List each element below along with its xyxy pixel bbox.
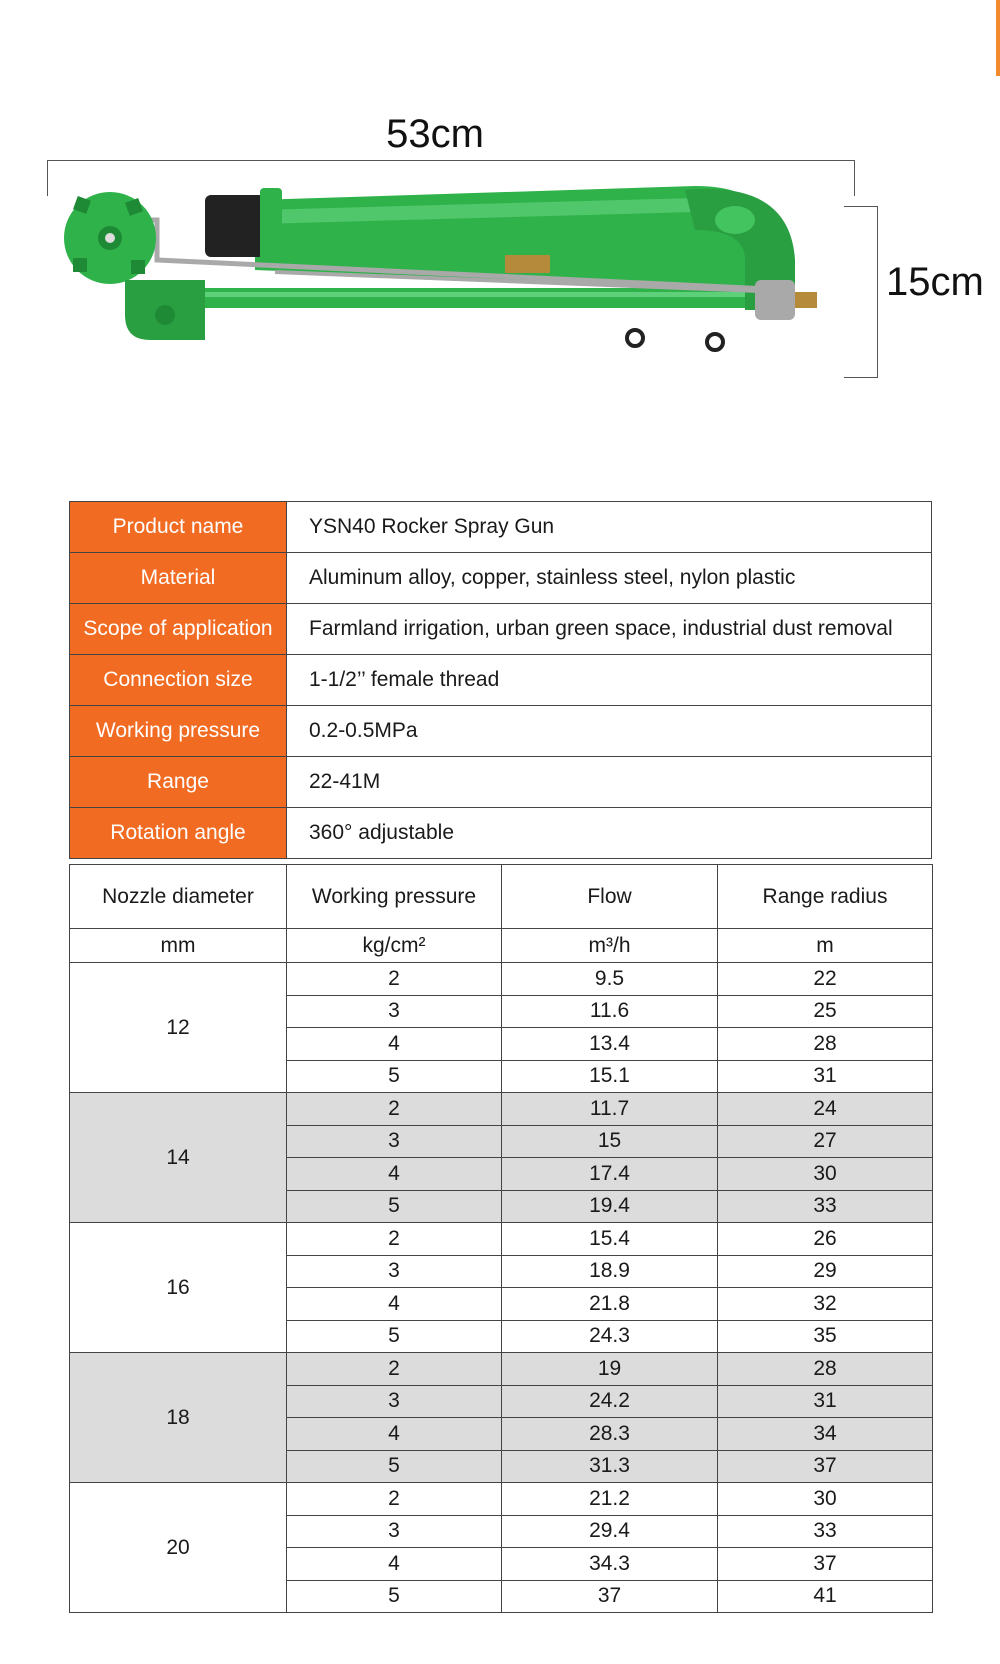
nozzle-diameter-cell: 20 bbox=[70, 1483, 287, 1613]
working-pressure-cell: 5 bbox=[287, 1580, 502, 1613]
flow-cell: 17.4 bbox=[502, 1158, 718, 1191]
height-dimension-label: 15cm bbox=[886, 260, 984, 304]
table-row bbox=[70, 1093, 933, 1126]
spec-row bbox=[70, 553, 932, 604]
working-pressure-cell: 5 bbox=[287, 1060, 502, 1093]
spec-label: Working pressure bbox=[70, 706, 287, 757]
range-radius-cell: 33 bbox=[718, 1515, 933, 1548]
flow-cell: 37 bbox=[502, 1580, 718, 1613]
spray-gun-product-image bbox=[55, 180, 855, 395]
range-radius-cell: 22 bbox=[718, 963, 933, 996]
flow-cell: 15.1 bbox=[502, 1060, 718, 1093]
range-radius-cell: 35 bbox=[718, 1320, 933, 1353]
flow-cell: 31.3 bbox=[502, 1450, 718, 1483]
flow-cell: 19 bbox=[502, 1353, 718, 1386]
spec-value: 0.2-0.5MPa bbox=[287, 706, 932, 757]
unit-cell: kg/cm² bbox=[287, 929, 502, 963]
working-pressure-cell: 4 bbox=[287, 1028, 502, 1061]
spec-row bbox=[70, 706, 932, 757]
header-cell: Range radius bbox=[718, 865, 933, 929]
flow-cell: 15 bbox=[502, 1125, 718, 1158]
spec-row bbox=[70, 604, 932, 655]
header-cell: Nozzle diameter bbox=[70, 865, 287, 929]
performance-table bbox=[69, 864, 933, 1613]
header-cell: Working pressure bbox=[287, 865, 502, 929]
working-pressure-cell: 2 bbox=[287, 1223, 502, 1256]
nozzle-group bbox=[70, 963, 933, 1093]
spec-row bbox=[70, 502, 932, 553]
flow-cell: 18.9 bbox=[502, 1255, 718, 1288]
flow-cell: 34.3 bbox=[502, 1548, 718, 1581]
range-radius-cell: 33 bbox=[718, 1190, 933, 1223]
spec-value: Aluminum alloy, copper, stainless steel, nylon plastic bbox=[287, 553, 932, 604]
working-pressure-cell: 2 bbox=[287, 1483, 502, 1516]
nozzle-group bbox=[70, 1483, 933, 1613]
range-radius-cell: 32 bbox=[718, 1288, 933, 1321]
range-radius-cell: 28 bbox=[718, 1028, 933, 1061]
spec-value: YSN40 Rocker Spray Gun bbox=[287, 502, 932, 553]
working-pressure-cell: 3 bbox=[287, 1125, 502, 1158]
flow-cell: 21.8 bbox=[502, 1288, 718, 1321]
flow-cell: 11.6 bbox=[502, 995, 718, 1028]
working-pressure-cell: 4 bbox=[287, 1418, 502, 1451]
spec-label: Material bbox=[70, 553, 287, 604]
range-radius-cell: 30 bbox=[718, 1483, 933, 1516]
flow-cell: 9.5 bbox=[502, 963, 718, 996]
spec-row bbox=[70, 757, 932, 808]
flow-cell: 24.3 bbox=[502, 1320, 718, 1353]
flow-cell: 29.4 bbox=[502, 1515, 718, 1548]
nozzle-diameter-cell: 18 bbox=[70, 1353, 287, 1483]
spec-label: Scope of application bbox=[70, 604, 287, 655]
working-pressure-cell: 4 bbox=[287, 1548, 502, 1581]
range-radius-cell: 31 bbox=[718, 1385, 933, 1418]
unit-cell: m³/h bbox=[502, 929, 718, 963]
nozzle-diameter-cell: 14 bbox=[70, 1093, 287, 1223]
range-radius-cell: 37 bbox=[718, 1548, 933, 1581]
range-radius-cell: 29 bbox=[718, 1255, 933, 1288]
working-pressure-cell: 4 bbox=[287, 1288, 502, 1321]
nozzle-group bbox=[70, 1093, 933, 1223]
spec-row bbox=[70, 808, 932, 859]
flow-cell: 24.2 bbox=[502, 1385, 718, 1418]
nozzle-group bbox=[70, 1353, 933, 1483]
flow-cell: 21.2 bbox=[502, 1483, 718, 1516]
spec-label: Product name bbox=[70, 502, 287, 553]
working-pressure-cell: 5 bbox=[287, 1320, 502, 1353]
table-row bbox=[70, 1483, 933, 1516]
nozzle-group bbox=[70, 1223, 933, 1353]
range-radius-cell: 34 bbox=[718, 1418, 933, 1451]
working-pressure-cell: 5 bbox=[287, 1190, 502, 1223]
spec-value: 360° adjustable bbox=[287, 808, 932, 859]
flow-cell: 28.3 bbox=[502, 1418, 718, 1451]
spec-label: Rotation angle bbox=[70, 808, 287, 859]
working-pressure-cell: 3 bbox=[287, 1255, 502, 1288]
range-radius-cell: 41 bbox=[718, 1580, 933, 1613]
nozzle-diameter-cell: 12 bbox=[70, 963, 287, 1093]
flow-cell: 15.4 bbox=[502, 1223, 718, 1256]
width-dimension-label: 53cm bbox=[386, 112, 484, 156]
range-radius-cell: 26 bbox=[718, 1223, 933, 1256]
header-row bbox=[70, 865, 933, 929]
working-pressure-cell: 2 bbox=[287, 1353, 502, 1386]
unit-cell: m bbox=[718, 929, 933, 963]
flow-cell: 19.4 bbox=[502, 1190, 718, 1223]
range-radius-cell: 37 bbox=[718, 1450, 933, 1483]
flow-cell: 11.7 bbox=[502, 1093, 718, 1126]
range-radius-cell: 24 bbox=[718, 1093, 933, 1126]
working-pressure-cell: 2 bbox=[287, 1093, 502, 1126]
table-row bbox=[70, 963, 933, 996]
spec-value: 1-1/2’’ female thread bbox=[287, 655, 932, 706]
range-radius-cell: 30 bbox=[718, 1158, 933, 1191]
spec-table bbox=[69, 501, 932, 859]
working-pressure-cell: 3 bbox=[287, 1385, 502, 1418]
spec-label: Connection size bbox=[70, 655, 287, 706]
range-radius-cell: 27 bbox=[718, 1125, 933, 1158]
working-pressure-cell: 2 bbox=[287, 963, 502, 996]
header-cell: Flow bbox=[502, 865, 718, 929]
working-pressure-cell: 5 bbox=[287, 1450, 502, 1483]
working-pressure-cell: 3 bbox=[287, 1515, 502, 1548]
table-row bbox=[70, 1223, 933, 1256]
range-radius-cell: 28 bbox=[718, 1353, 933, 1386]
range-radius-cell: 31 bbox=[718, 1060, 933, 1093]
working-pressure-cell: 3 bbox=[287, 995, 502, 1028]
flow-cell: 13.4 bbox=[502, 1028, 718, 1061]
unit-row bbox=[70, 929, 933, 963]
spec-value: 22-41M bbox=[287, 757, 932, 808]
spec-label: Range bbox=[70, 757, 287, 808]
unit-cell: mm bbox=[70, 929, 287, 963]
table-row bbox=[70, 1353, 933, 1386]
range-radius-cell: 25 bbox=[718, 995, 933, 1028]
corner-accent-mark bbox=[996, 0, 1000, 76]
spec-row bbox=[70, 655, 932, 706]
nozzle-diameter-cell: 16 bbox=[70, 1223, 287, 1353]
working-pressure-cell: 4 bbox=[287, 1158, 502, 1191]
spec-value: Farmland irrigation, urban green space, industrial dust removal bbox=[287, 604, 932, 655]
